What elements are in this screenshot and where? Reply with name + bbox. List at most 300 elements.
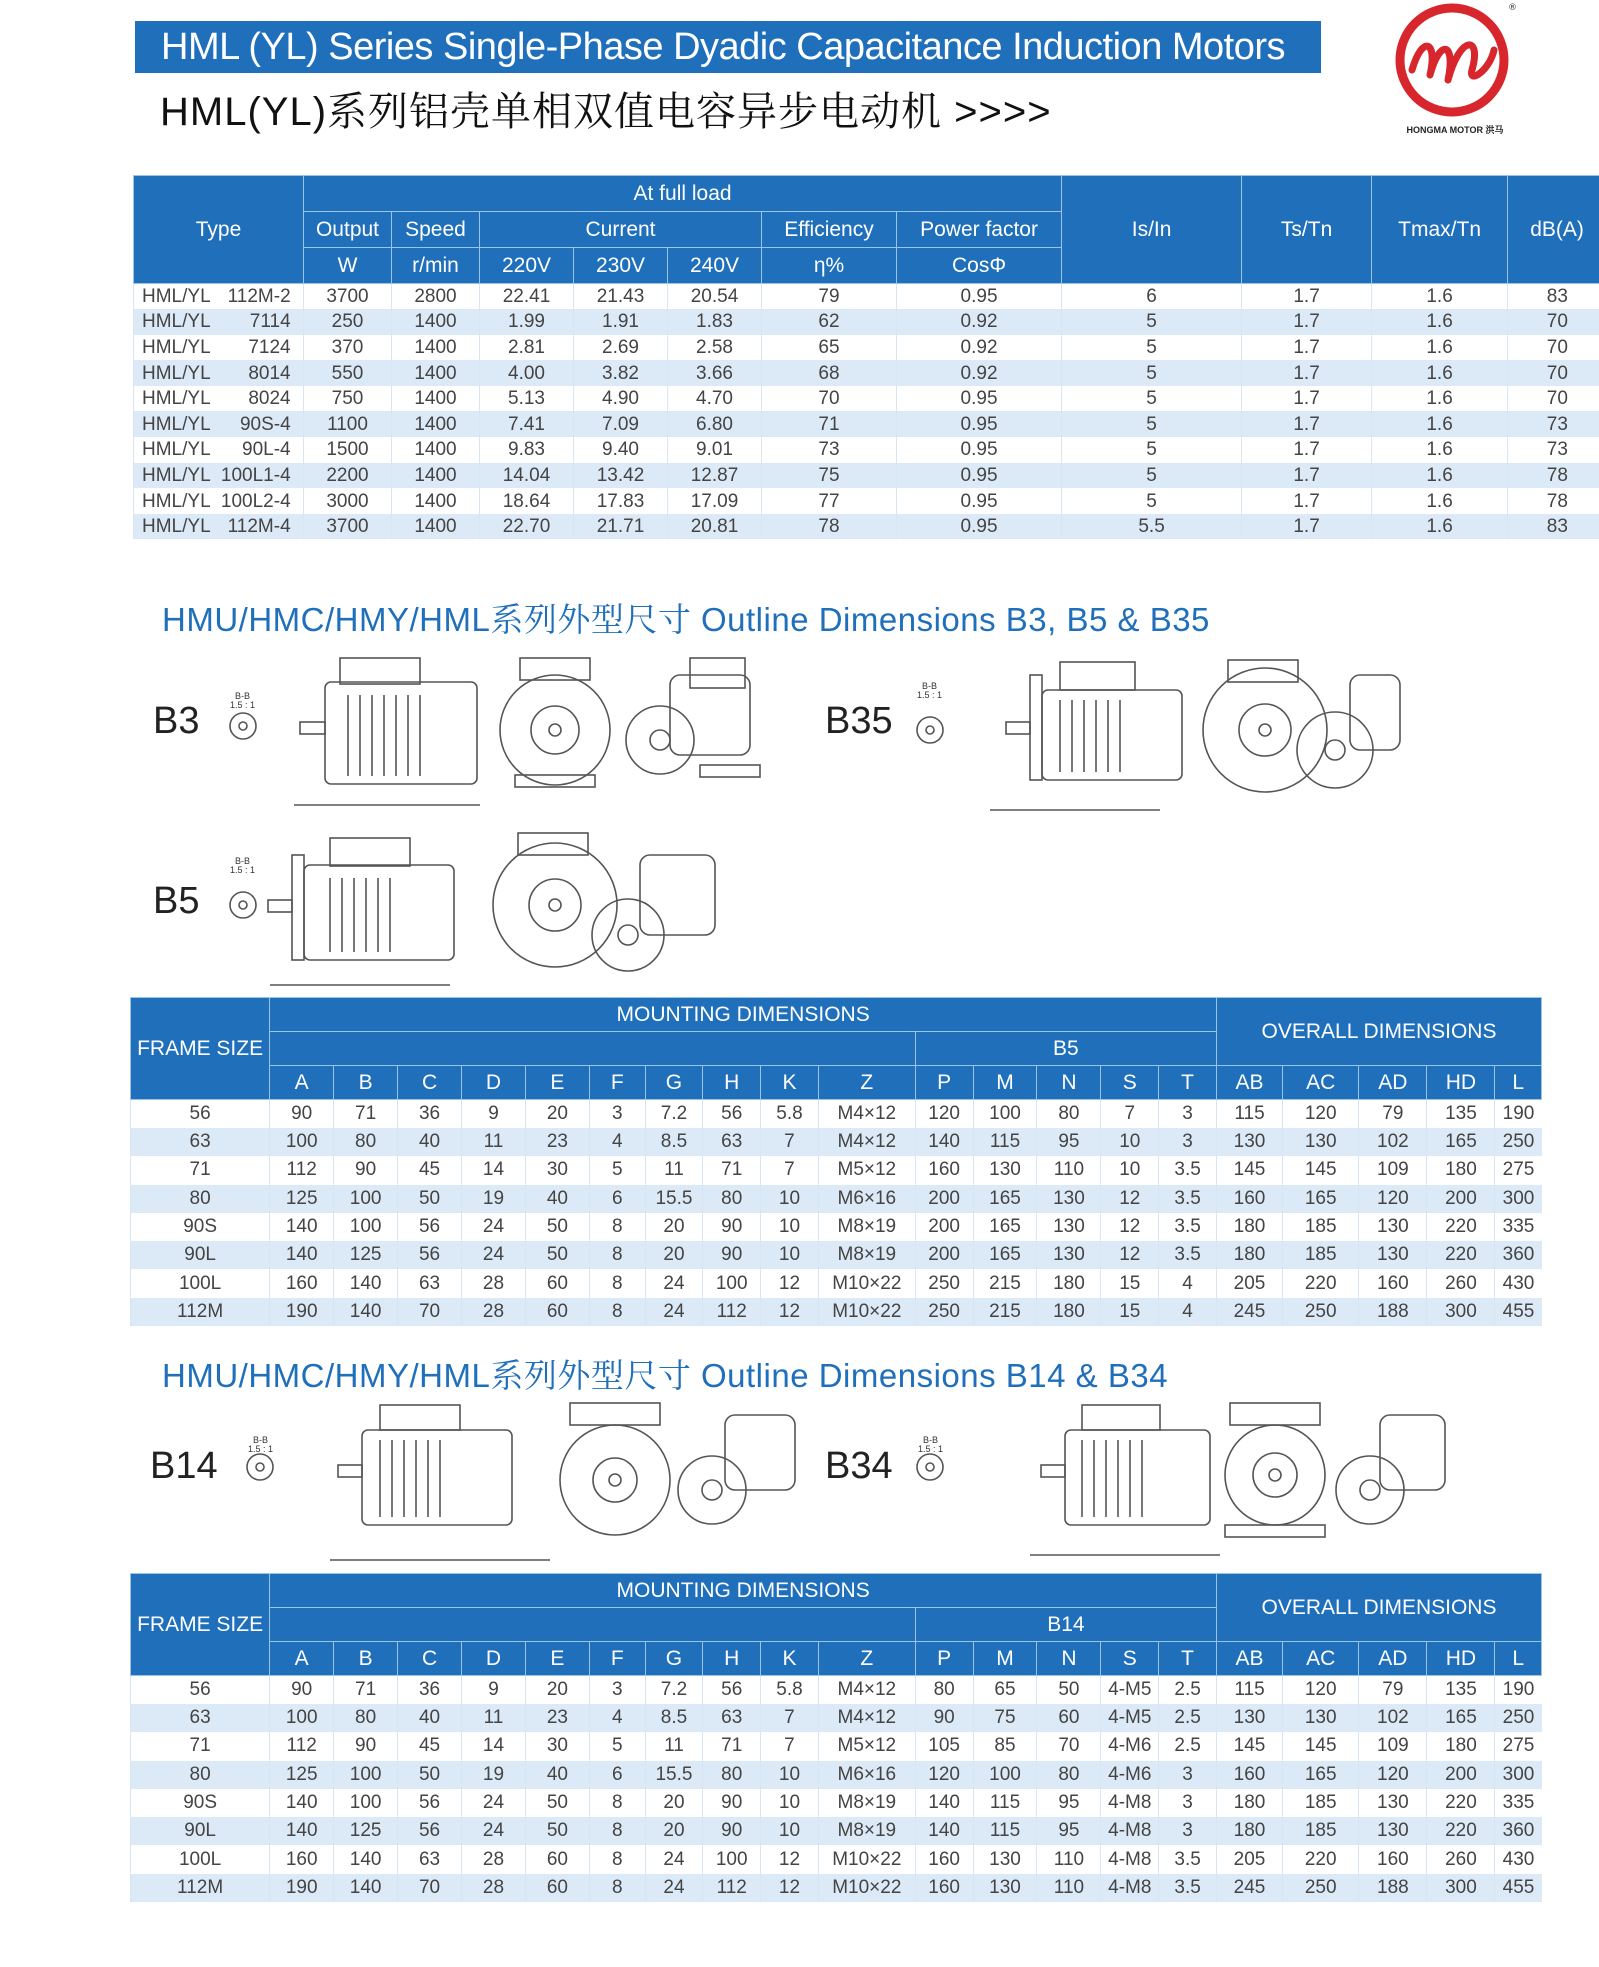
cell-value: 63	[703, 1128, 761, 1156]
cell-series: HML/YL	[142, 413, 211, 435]
cell-value: 112	[270, 1732, 334, 1760]
cell-value: 80	[703, 1761, 761, 1789]
cell-value: 1.6	[1372, 437, 1508, 463]
cell-value: 160	[915, 1845, 973, 1873]
table-row	[131, 1298, 1542, 1326]
cell-value: 250	[1283, 1874, 1359, 1902]
cell-value: 11	[645, 1732, 703, 1760]
cell-value: 50	[525, 1241, 589, 1269]
cell-value: 430	[1495, 1845, 1542, 1873]
cell-value: 125	[270, 1761, 334, 1789]
cell-value: 1400	[392, 488, 480, 514]
cell-value: 112	[703, 1298, 761, 1326]
cell-value: 9.83	[480, 437, 574, 463]
cell-value: 250	[304, 309, 392, 335]
cell-value: 5	[1062, 386, 1242, 412]
cell-value: 275	[1495, 1156, 1542, 1184]
col-ac: AC	[1283, 1642, 1359, 1676]
table-row	[131, 1676, 1542, 1705]
cell-value: 14.04	[480, 463, 574, 489]
cell-value: 115	[1217, 1100, 1283, 1129]
cell-value: 80	[1037, 1100, 1101, 1129]
outline-drawings-b3-b5-b35	[210, 650, 1410, 990]
unit-output: W	[304, 248, 392, 284]
col-ac: AC	[1283, 1066, 1359, 1100]
cell-value: 1.6	[1372, 284, 1508, 310]
cell-value: 65	[762, 335, 897, 361]
cell-value: 140	[270, 1789, 334, 1817]
cell-value: 36	[398, 1100, 462, 1129]
cell-value: M4×12	[818, 1676, 915, 1705]
cell-value: 130	[1359, 1789, 1427, 1817]
col-m: M	[973, 1642, 1037, 1676]
cell-value: 4-M6	[1101, 1761, 1159, 1789]
cell-model: 112M-4	[227, 516, 291, 538]
section-title-b3-b5-b35: HMU/HMC/HMY/HML系列外型尺寸 Outline Dimensions B3, B5 & B35	[162, 601, 1210, 638]
table-row	[131, 1845, 1542, 1873]
cell-value: 9.01	[668, 437, 762, 463]
page-title-en: HML (YL) Series Single-Phase Dyadic Capacitance Induction Motors	[135, 21, 1321, 73]
cell-value: 3	[589, 1676, 645, 1705]
cell-value: 17.09	[668, 488, 762, 514]
cell-model: 112M-2	[227, 286, 291, 308]
cell-value: 165	[1283, 1185, 1359, 1213]
table-row	[131, 1704, 1542, 1732]
registered-mark: ®	[1508, 3, 1517, 13]
cell-value: 6	[589, 1761, 645, 1789]
cell-value: 28	[462, 1298, 526, 1326]
cell-value: 9	[462, 1100, 526, 1129]
cell-value: 100	[270, 1704, 334, 1732]
cell-value: 0.92	[897, 309, 1062, 335]
cell-value: 105	[915, 1732, 973, 1760]
cell-value: M6×16	[818, 1185, 915, 1213]
cell-type	[134, 437, 304, 463]
cell-value: 15.5	[645, 1761, 703, 1789]
cell-model: 100L2-4	[220, 490, 291, 512]
table-row	[131, 1817, 1542, 1845]
col-s: S	[1101, 1642, 1159, 1676]
cell-value: 3000	[304, 488, 392, 514]
cell-value: 3700	[304, 514, 392, 540]
table-row	[131, 1100, 1542, 1129]
drawing-label-b3: B3	[153, 700, 200, 742]
cell-value: 1.91	[574, 309, 668, 335]
cell-value: 220	[1427, 1213, 1495, 1241]
cell-value: 95	[1037, 1789, 1101, 1817]
cell-value: 20	[645, 1213, 703, 1241]
cell-value: 79	[1359, 1676, 1427, 1705]
cell-value: 160	[1359, 1845, 1427, 1873]
cell-value: 80	[703, 1185, 761, 1213]
cell-series: HML/YL	[142, 388, 211, 410]
cell-value: 28	[462, 1269, 526, 1297]
cell-value: 30	[525, 1732, 589, 1760]
table-row	[134, 411, 1599, 437]
cell-value: 3.5	[1159, 1874, 1217, 1902]
table-row	[134, 514, 1599, 540]
cell-value: 300	[1427, 1874, 1495, 1902]
cell-value: 180	[1427, 1732, 1495, 1760]
cell-value: 140	[334, 1298, 398, 1326]
table-row	[131, 1761, 1542, 1789]
bb-label-b35: B-B 1.5 : 1	[917, 681, 943, 700]
cell-value: 77	[762, 488, 897, 514]
cell-frame: 90S	[131, 1789, 270, 1817]
cell-value: 190	[270, 1874, 334, 1902]
cell-value: 95	[1037, 1128, 1101, 1156]
cell-value: 180	[1217, 1241, 1283, 1269]
cell-value: 70	[1508, 360, 1599, 386]
cell-value: 20	[525, 1100, 589, 1129]
cell-value: 1400	[392, 437, 480, 463]
cell-value: 50	[398, 1761, 462, 1789]
col-m: M	[973, 1066, 1037, 1100]
cell-value: 95	[1037, 1817, 1101, 1845]
cell-value: 8.5	[645, 1128, 703, 1156]
cell-value: 14	[462, 1732, 526, 1760]
col-e: E	[525, 1066, 589, 1100]
cell-frame: 56	[131, 1100, 270, 1129]
cell-value: 1.7	[1242, 284, 1372, 310]
cell-frame: 63	[131, 1704, 270, 1732]
cell-value: 115	[973, 1789, 1037, 1817]
cell-frame: 63	[131, 1128, 270, 1156]
cell-value: 1.6	[1372, 386, 1508, 412]
cell-value: 78	[762, 514, 897, 540]
cell-value: 1.6	[1372, 488, 1508, 514]
table-row	[134, 360, 1599, 386]
col-b: B	[334, 1642, 398, 1676]
cell-value: 1.6	[1372, 514, 1508, 540]
cell-value: 6	[1062, 284, 1242, 310]
table-row	[134, 335, 1599, 361]
cell-value: 1.6	[1372, 360, 1508, 386]
cell-type	[134, 360, 304, 386]
cell-value: 7	[761, 1156, 819, 1184]
cell-value: 12	[761, 1298, 819, 1326]
cell-value: 80	[915, 1676, 973, 1705]
cell-value: M8×19	[818, 1241, 915, 1269]
cell-value: 24	[645, 1269, 703, 1297]
cell-value: 109	[1359, 1732, 1427, 1760]
cell-value: 60	[1037, 1704, 1101, 1732]
cell-value: 165	[973, 1241, 1037, 1269]
cell-value: 2.5	[1159, 1704, 1217, 1732]
col-current: Current	[480, 212, 762, 248]
cell-value: 1.7	[1242, 360, 1372, 386]
cell-type	[134, 514, 304, 540]
table-row	[131, 1241, 1542, 1269]
cell-value: 17.83	[574, 488, 668, 514]
cell-value: 100	[334, 1789, 398, 1817]
col-s: S	[1101, 1066, 1159, 1100]
cell-value: 71	[703, 1732, 761, 1760]
cell-value: 200	[1427, 1761, 1495, 1789]
cell-frame: 90L	[131, 1241, 270, 1269]
cell-type	[134, 335, 304, 361]
cell-value: 250	[1495, 1128, 1542, 1156]
cell-value: 1.6	[1372, 335, 1508, 361]
cell-value: 1.7	[1242, 335, 1372, 361]
cell-value: 100	[973, 1100, 1037, 1129]
cell-value: M10×22	[818, 1298, 915, 1326]
cell-value: 12	[761, 1845, 819, 1873]
cell-value: 65	[973, 1676, 1037, 1705]
cell-value: 200	[915, 1241, 973, 1269]
cell-value: 80	[1037, 1761, 1101, 1789]
cell-value: 3.66	[668, 360, 762, 386]
cell-series: HML/YL	[142, 516, 211, 538]
cell-value: 20	[645, 1789, 703, 1817]
cell-value: 24	[462, 1213, 526, 1241]
cell-value: 8	[589, 1874, 645, 1902]
col-hd: HD	[1427, 1066, 1495, 1100]
cell-value: 2.81	[480, 335, 574, 361]
cell-value: 160	[270, 1269, 334, 1297]
cell-value: 750	[304, 386, 392, 412]
table-row	[134, 386, 1599, 412]
cell-value: 8	[589, 1213, 645, 1241]
cell-value: 20	[525, 1676, 589, 1705]
cell-value: 8	[589, 1817, 645, 1845]
cell-value: 3.5	[1159, 1213, 1217, 1241]
cell-value: 220	[1427, 1817, 1495, 1845]
cell-frame: 80	[131, 1761, 270, 1789]
cell-value: 3	[1159, 1817, 1217, 1845]
col-b: B	[334, 1066, 398, 1100]
cell-value: 62	[762, 309, 897, 335]
cell-value: 1.7	[1242, 309, 1372, 335]
cell-value: 5	[1062, 360, 1242, 386]
cell-value: 71	[703, 1156, 761, 1184]
cell-value: 130	[1359, 1241, 1427, 1269]
cell-value: 135	[1427, 1100, 1495, 1129]
cell-value: 1400	[392, 411, 480, 437]
cell-frame: 90L	[131, 1817, 270, 1845]
cell-value: 10	[761, 1789, 819, 1817]
col-t: T	[1159, 1642, 1217, 1676]
cell-value: 220	[1427, 1789, 1495, 1817]
cell-value: M10×22	[818, 1269, 915, 1297]
cell-value: 300	[1495, 1761, 1542, 1789]
cell-value: 10	[761, 1185, 819, 1213]
cell-value: 165	[1427, 1128, 1495, 1156]
cell-value: 100	[973, 1761, 1037, 1789]
table-row	[131, 1185, 1542, 1213]
cell-value: 200	[915, 1213, 973, 1241]
col-efficiency: Efficiency	[762, 212, 897, 248]
cell-value: 8	[589, 1241, 645, 1269]
cell-value: 335	[1495, 1789, 1542, 1817]
cell-value: 100	[334, 1185, 398, 1213]
cell-value: 73	[1508, 411, 1599, 437]
cell-value: 3	[1159, 1789, 1217, 1817]
cell-value: 135	[1427, 1676, 1495, 1705]
col-type: Type	[134, 176, 304, 284]
cell-value: 12	[761, 1269, 819, 1297]
col-ad: AD	[1359, 1066, 1427, 1100]
cell-value: 70	[398, 1298, 462, 1326]
cell-frame: 71	[131, 1156, 270, 1184]
cell-type	[134, 386, 304, 412]
cell-value: 13.42	[574, 463, 668, 489]
cell-value: 6	[589, 1185, 645, 1213]
header-at-full-load: At full load	[304, 176, 1062, 212]
cell-series: HML/YL	[142, 464, 211, 486]
cell-value: 190	[1495, 1676, 1542, 1705]
cell-value: 90	[270, 1676, 334, 1705]
cell-value: 180	[1037, 1298, 1101, 1326]
cell-value: M4×12	[818, 1128, 915, 1156]
unit-efficiency: η%	[762, 248, 897, 284]
cell-value: 3.5	[1159, 1241, 1217, 1269]
cell-value: 15	[1101, 1298, 1159, 1326]
cell-value: 4	[589, 1128, 645, 1156]
cell-value: M4×12	[818, 1704, 915, 1732]
cell-value: 12.87	[668, 463, 762, 489]
cell-value: 120	[1359, 1761, 1427, 1789]
cell-value: 5.8	[761, 1100, 819, 1129]
cell-value: 0.92	[897, 360, 1062, 386]
cell-value: M4×12	[818, 1100, 915, 1129]
cell-value: 4-M5	[1101, 1704, 1159, 1732]
outline-drawings-b14-b34	[230, 1395, 1480, 1565]
cell-value: 73	[1508, 437, 1599, 463]
cell-value: 3.82	[574, 360, 668, 386]
cell-model: 90S-4	[239, 413, 291, 435]
cell-value: 4-M6	[1101, 1732, 1159, 1760]
cell-model: 8024	[248, 388, 291, 410]
cell-value: 360	[1495, 1817, 1542, 1845]
cell-value: 12	[1101, 1213, 1159, 1241]
col-output: Output	[304, 212, 392, 248]
cell-value: 22.70	[480, 514, 574, 540]
cell-value: 300	[1495, 1185, 1542, 1213]
cell-value: 3.5	[1159, 1156, 1217, 1184]
cell-value: 260	[1427, 1269, 1495, 1297]
cell-series: HML/YL	[142, 439, 211, 461]
cell-value: 1400	[392, 335, 480, 361]
cell-value: 5	[1062, 411, 1242, 437]
cell-frame: 90S	[131, 1213, 270, 1241]
cell-frame: 71	[131, 1732, 270, 1760]
cell-model: 7124	[248, 336, 291, 358]
cell-value: 28	[462, 1874, 526, 1902]
cell-value: 7.2	[645, 1100, 703, 1129]
cell-value: 90	[334, 1732, 398, 1760]
cell-value: 21.43	[574, 284, 668, 310]
cell-value: 63	[398, 1845, 462, 1873]
cell-value: 4	[1159, 1269, 1217, 1297]
cell-value: 112	[270, 1156, 334, 1184]
col-k: K	[761, 1066, 819, 1100]
unit-240v: 240V	[668, 248, 762, 284]
col-db: dB(A)	[1508, 176, 1599, 284]
cell-value: 1400	[392, 386, 480, 412]
cell-value: 100	[270, 1128, 334, 1156]
table-row	[134, 463, 1599, 489]
cell-value: 50	[525, 1213, 589, 1241]
cell-value: 245	[1217, 1298, 1283, 1326]
cell-value: 455	[1495, 1298, 1542, 1326]
cell-value: 19	[462, 1761, 526, 1789]
cell-value: 3	[1159, 1100, 1217, 1129]
cell-value: 28	[462, 1845, 526, 1873]
cell-value: 30	[525, 1156, 589, 1184]
header-blank	[270, 1608, 916, 1642]
cell-value: 4-M5	[1101, 1676, 1159, 1705]
table-row	[131, 1128, 1542, 1156]
cell-series: HML/YL	[142, 311, 211, 333]
cell-value: 550	[304, 360, 392, 386]
cell-value: 430	[1495, 1269, 1542, 1297]
col-ab: AB	[1217, 1642, 1283, 1676]
cell-value: 5	[589, 1156, 645, 1184]
cell-value: 5	[1062, 437, 1242, 463]
cell-value: 1.83	[668, 309, 762, 335]
cell-value: 1.7	[1242, 411, 1372, 437]
cell-value: 18.64	[480, 488, 574, 514]
cell-value: 130	[1217, 1128, 1283, 1156]
cell-value: 7.41	[480, 411, 574, 437]
cell-value: 3.5	[1159, 1185, 1217, 1213]
header-overall-dimensions: OVERALL DIMENSIONS	[1217, 998, 1542, 1066]
cell-value: 130	[973, 1874, 1037, 1902]
cell-frame: 112M	[131, 1874, 270, 1902]
cell-value: 90	[703, 1213, 761, 1241]
cell-value: 78	[1508, 488, 1599, 514]
cell-type	[134, 463, 304, 489]
col-speed: Speed	[392, 212, 480, 248]
header-flange-b14: B14	[915, 1608, 1216, 1642]
cell-value: 3	[589, 1100, 645, 1129]
cell-value: 75	[973, 1704, 1037, 1732]
cell-value: 5.13	[480, 386, 574, 412]
col-z: Z	[818, 1066, 915, 1100]
cell-value: 1.7	[1242, 437, 1372, 463]
cell-value: 5	[1062, 309, 1242, 335]
cell-value: 335	[1495, 1213, 1542, 1241]
cell-value: 21.71	[574, 514, 668, 540]
table-row	[131, 1156, 1542, 1184]
col-z: Z	[818, 1642, 915, 1676]
cell-value: 145	[1283, 1732, 1359, 1760]
cell-value: 7	[761, 1128, 819, 1156]
cell-value: 2800	[392, 284, 480, 310]
cell-frame: 80	[131, 1185, 270, 1213]
cell-value: 250	[915, 1269, 973, 1297]
cell-value: 83	[1508, 284, 1599, 310]
cell-value: 40	[398, 1704, 462, 1732]
col-a: A	[270, 1642, 334, 1676]
cell-value: 14	[462, 1156, 526, 1184]
cell-value: 1.99	[480, 309, 574, 335]
cell-value: 2.5	[1159, 1676, 1217, 1705]
cell-value: 250	[1495, 1704, 1542, 1732]
table-row	[134, 437, 1599, 463]
cell-value: 60	[525, 1298, 589, 1326]
cell-value: 1.7	[1242, 514, 1372, 540]
cell-value: 2.69	[574, 335, 668, 361]
cell-value: 90	[915, 1704, 973, 1732]
cell-value: 90	[703, 1241, 761, 1269]
cell-value: 110	[1037, 1874, 1101, 1902]
cell-value: 3	[1159, 1128, 1217, 1156]
cell-value: 4.90	[574, 386, 668, 412]
cell-value: 80	[334, 1128, 398, 1156]
cell-value: 20.81	[668, 514, 762, 540]
